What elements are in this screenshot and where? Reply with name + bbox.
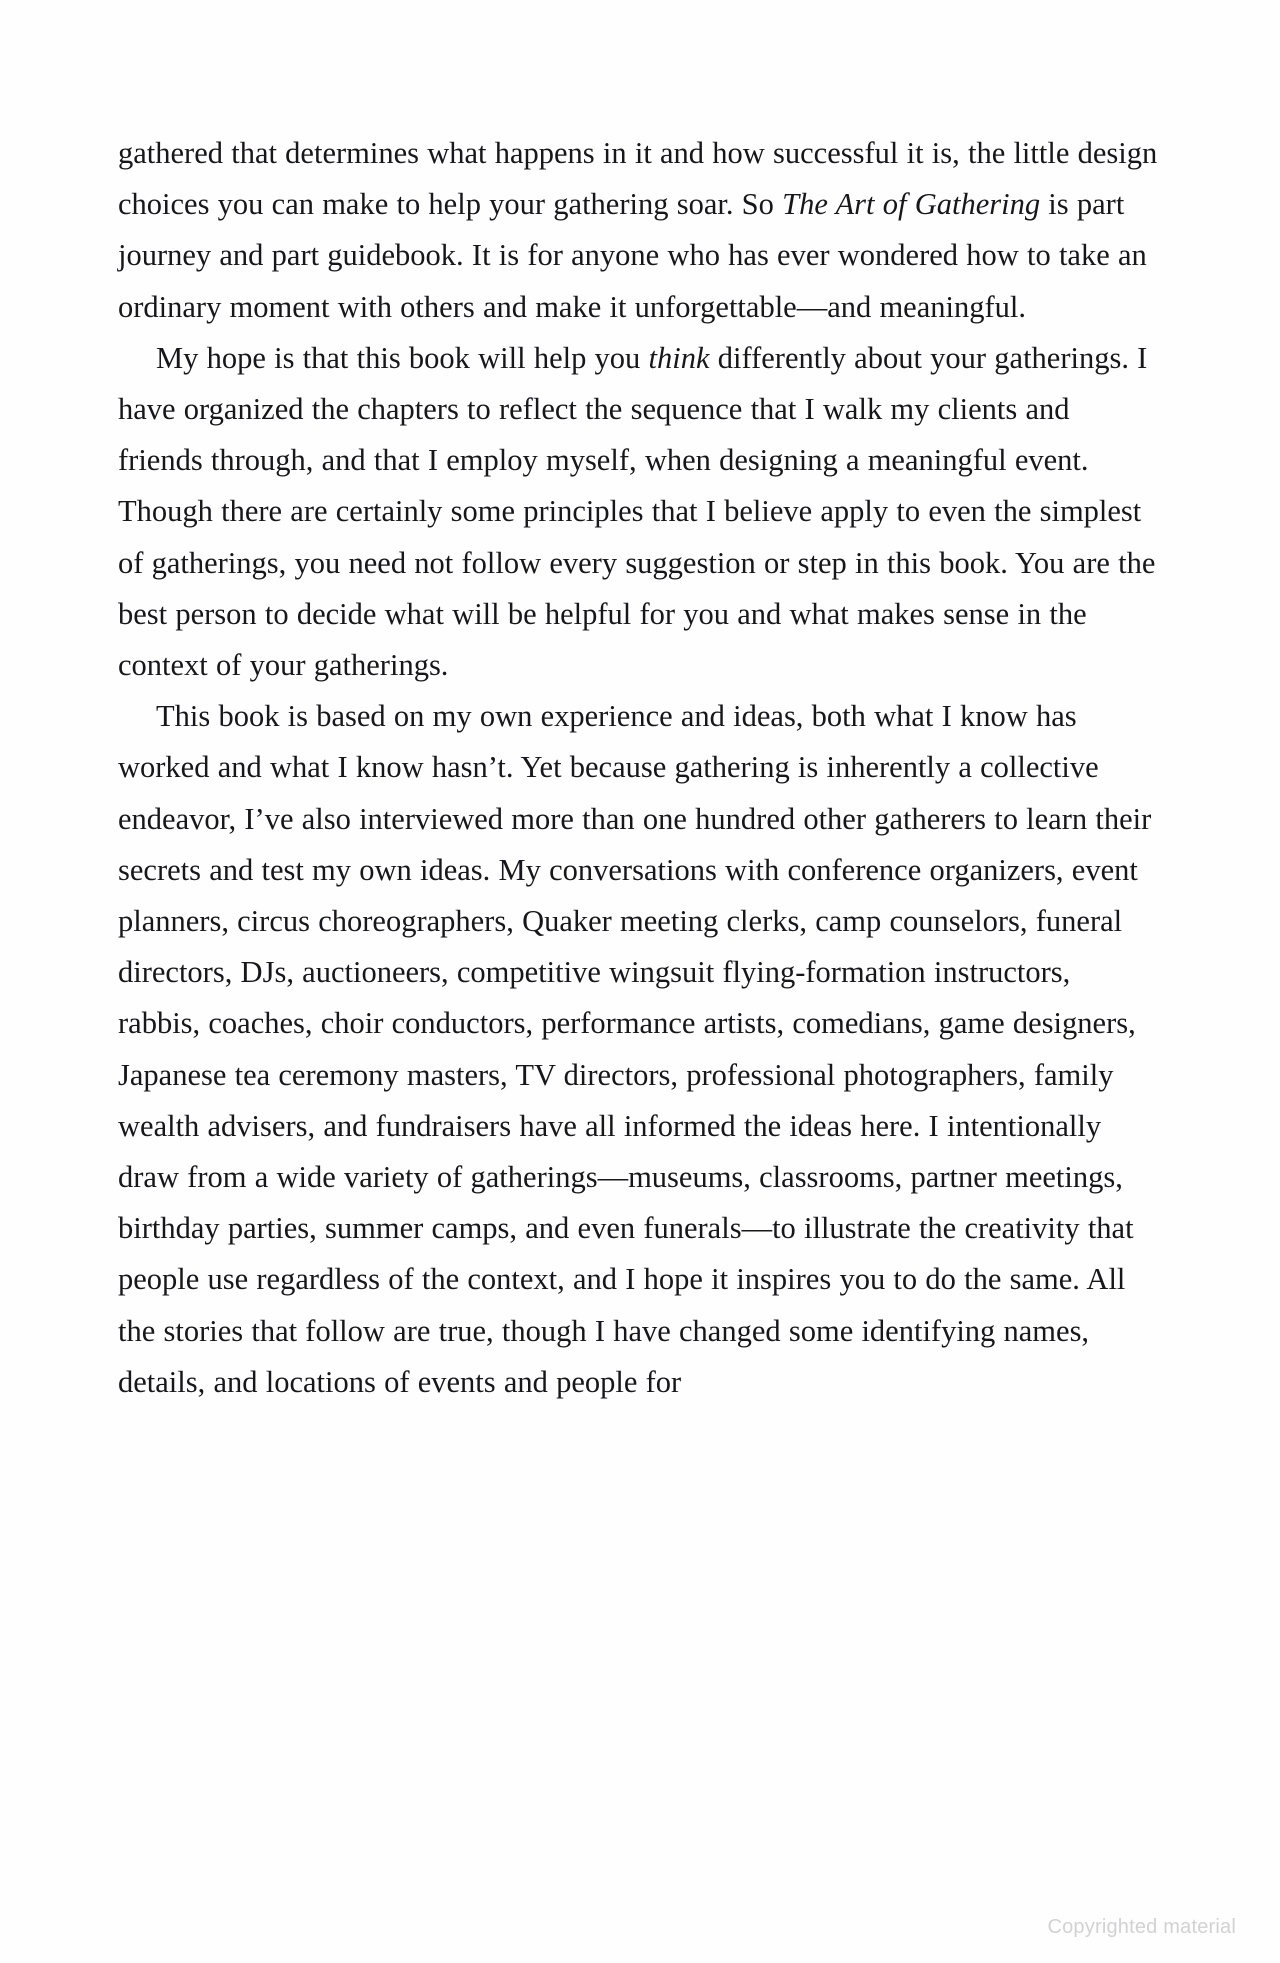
italic-text-run: think (648, 340, 710, 375)
text-run: gathered that determines what happens in it and how successful it is, the little design choices you can make to help your gathering soar. So (118, 136, 1158, 222)
copyright-watermark: Copyrighted material (1047, 1916, 1236, 1938)
text-run: My hope is that this book will help you (156, 340, 649, 375)
text-run: is part journey and part guidebook. It is for anyone who has ever wondered how to take an ordinary moment with others and make it unforgettable—and meaningful. (118, 187, 1147, 324)
text-run: differently about your gatherings. I have organized the chapters to reflect the sequence that I walk my clients and friends through, and that I employ myself, when designing a meaningful event. Though there are certainly some principles that I believe apply to even the simplest of gatherings, you need not follow every suggestion or step in this book. You are the best person to decide what will be helpful for you and what makes sense in the context of your gatherings. (118, 340, 1156, 683)
body-paragraph (118, 128, 1158, 333)
body-paragraph (118, 333, 1158, 691)
italic-text-run: The Art of Gathering (782, 187, 1041, 222)
body-paragraph (118, 691, 1158, 1408)
body-text-column (118, 128, 1158, 1408)
text-run: This book is based on my own experience and ideas, both what I know has worked and what I know hasn’t. Yet because gathering is inherently a collective endeavor, I’ve also interviewed more than one hundred other gatherers to learn their secrets and test my own ideas. My conversations with conference organizers, event planners, circus choreographers, Quaker meeting clerks, camp counselors, funeral directors, DJs, auctioneers, competitive wingsuit flying-formation instructors, rabbis, coaches, choir conductors, performance artists, comedians, game designers, Japanese tea ceremony masters, TV directors, professional photographers, family wealth advisers, and fundraisers have all informed the ideas here. I intentionally draw from a wide variety of gatherings—museums, classrooms, partner meetings, birthday parties, summer camps, and even funerals—to illustrate the creativity that people use regardless of the context, and I hope it inspires you to do the same. All the stories that follow are true, though I have changed some identifying names, details, and locations of events and people for (118, 699, 1152, 1399)
